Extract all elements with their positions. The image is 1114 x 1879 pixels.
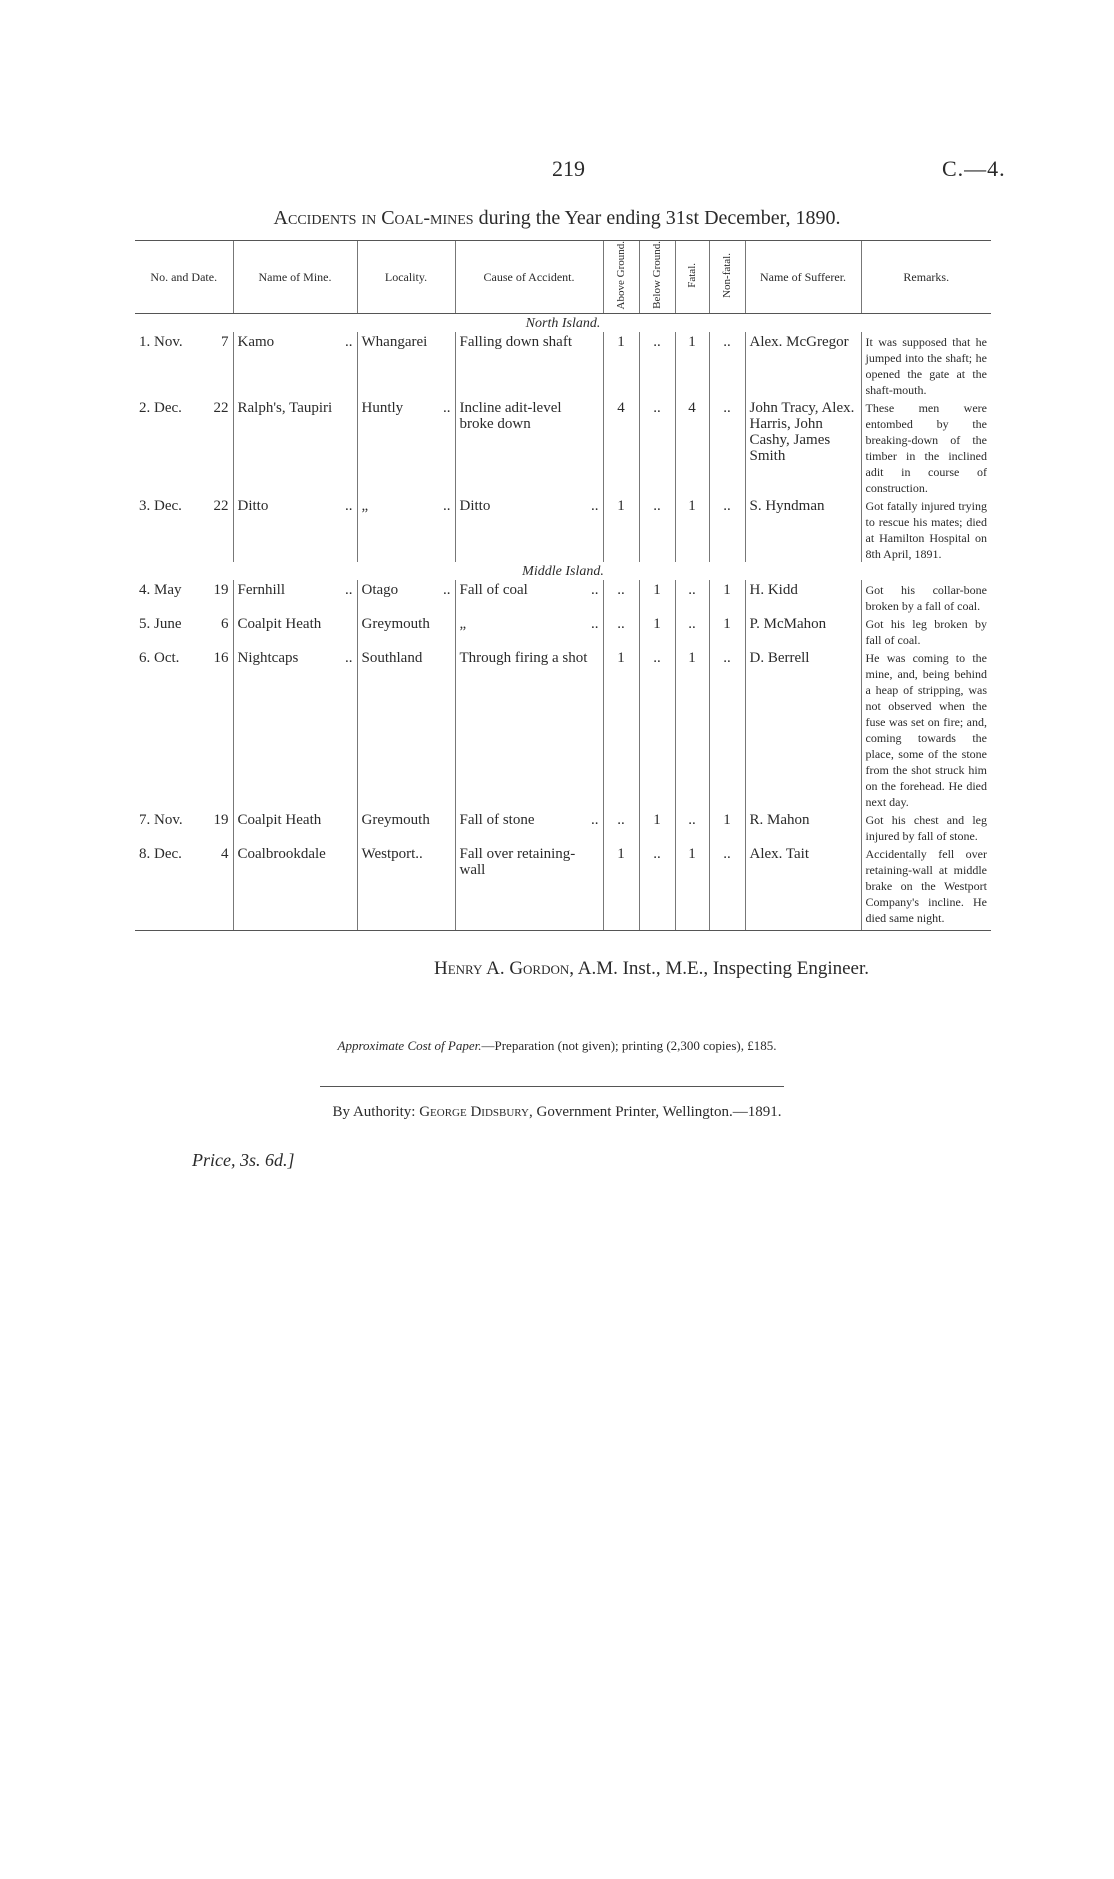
entry-day: 22 <box>213 400 229 417</box>
cell-above: 1 <box>603 496 639 562</box>
locality-name: „ <box>361 498 369 515</box>
column-header-above-label: Above Ground. <box>615 241 627 310</box>
cell-locality <box>357 496 455 562</box>
cell-fatal: 4 <box>675 398 709 496</box>
entry-number: 7. Nov. <box>139 812 183 829</box>
cell-sufferer: Alex. McGregor <box>745 332 861 398</box>
page-title <box>0 207 1114 230</box>
table-row <box>135 810 991 844</box>
column-header-sufferer: Name of Sufferer. <box>745 241 861 314</box>
cell-locality <box>357 810 455 844</box>
cell-mine <box>233 648 357 810</box>
mine-name: Coalbrookdale <box>237 846 326 863</box>
column-header-mine: Name of Mine. <box>233 241 357 314</box>
leader-dots: .. <box>591 498 599 515</box>
cell-remarks: Accidentally fell over retaining-wall at middle brake on the Westport Company's incline. He died same night. <box>861 844 991 931</box>
cell-mine <box>233 614 357 648</box>
cell-no-date <box>135 332 233 398</box>
table-row <box>135 614 991 648</box>
leader-dots: .. <box>443 582 451 599</box>
locality-name: Westport.. <box>361 846 423 863</box>
entry-number: 5. June <box>139 616 182 633</box>
cell-fatal: .. <box>675 580 709 614</box>
cell-nonfatal: 1 <box>709 810 745 844</box>
cell-mine <box>233 398 357 496</box>
locality-name: Greymouth <box>361 812 430 829</box>
leader-dots: .. <box>443 498 451 515</box>
price: Price, 3s. 6d.] <box>192 1150 295 1170</box>
entry-number: 3. Dec. <box>139 498 182 515</box>
cell-cause <box>455 496 603 562</box>
cell-cause <box>455 398 603 496</box>
printer-authority <box>0 1104 1114 1121</box>
cell-above: .. <box>603 614 639 648</box>
cell-below: .. <box>639 844 675 931</box>
cell-locality <box>357 332 455 398</box>
entry-number: 6. Oct. <box>139 650 180 667</box>
cause-text: Fall of stone <box>459 812 535 829</box>
signature <box>434 958 869 980</box>
cell-below: .. <box>639 648 675 810</box>
authority-prefix: By Authority: <box>332 1104 420 1120</box>
cell-no-date <box>135 844 233 931</box>
cell-no-date <box>135 496 233 562</box>
cell-sufferer: P. McMahon <box>745 614 861 648</box>
cell-above: .. <box>603 810 639 844</box>
cost-note <box>0 1038 1114 1054</box>
cell-below: 1 <box>639 580 675 614</box>
mine-name: Ralph's, Taupiri <box>237 400 333 417</box>
authority-suffix: , Government Printer, Wellington.—1891. <box>528 1104 782 1120</box>
accidents-table <box>135 240 991 931</box>
entry-day: 6 <box>221 616 229 633</box>
cell-fatal: 1 <box>675 496 709 562</box>
mine-name: Ditto <box>237 498 269 515</box>
cell-cause <box>455 844 603 931</box>
cell-below: .. <box>639 332 675 398</box>
entry-day: 19 <box>213 812 229 829</box>
leader-dots: .. <box>345 582 353 599</box>
entry-day: 22 <box>213 498 229 515</box>
cell-remarks: Got his collar-bone broken by a fall of coal. <box>861 580 991 614</box>
cell-cause <box>455 614 603 648</box>
cell-sufferer: John Tracy, Alex. Harris, John Cashy, James Smith <box>745 398 861 496</box>
cell-remarks: Got his chest and leg injured by fall of stone. <box>861 810 991 844</box>
cell-sufferer: S. Hyndman <box>745 496 861 562</box>
entry-day: 7 <box>221 334 229 351</box>
entry-day: 16 <box>213 650 229 667</box>
cell-nonfatal: 1 <box>709 614 745 648</box>
cell-above: .. <box>603 580 639 614</box>
column-header-nonfatal-label: Non-fatal. <box>721 252 733 298</box>
locality-name: Whangarei <box>361 334 428 351</box>
page-number: 219 <box>552 156 585 181</box>
cell-remarks: These men were entombed by the breaking-down of the timber in the inclined adit in course of construction. <box>861 398 991 496</box>
cell-above: 1 <box>603 844 639 931</box>
leader-dots: .. <box>345 650 353 667</box>
cell-sufferer: H. Kidd <box>745 580 861 614</box>
cell-mine <box>233 844 357 931</box>
cell-remarks: He was coming to the mine, and, being behind a heap of stripping, was not observed when the fuse was set on fire; and, coming towards the place, some of the stone from the shot struck him on the forehead. He died next day. <box>861 648 991 810</box>
cell-remarks: Got his leg broken by fall of coal. <box>861 614 991 648</box>
cell-mine <box>233 810 357 844</box>
title-part: Accidents <box>273 207 357 229</box>
column-header-remarks: Remarks. <box>861 241 991 314</box>
leader-dots: .. <box>345 334 353 351</box>
cell-above: 1 <box>603 332 639 398</box>
cause-text: Fall over retaining-wall <box>459 846 576 879</box>
divider <box>320 1086 784 1087</box>
cell-cause <box>455 648 603 810</box>
cause-text: Ditto <box>459 498 491 515</box>
column-header-above <box>603 241 639 314</box>
mine-name: Fernhill <box>237 582 285 599</box>
mine-name: Coalpit Heath <box>237 616 322 633</box>
cell-nonfatal: .. <box>709 844 745 931</box>
cell-fatal: 1 <box>675 844 709 931</box>
column-header-fatal-label: Fatal. <box>686 262 698 288</box>
table-row <box>135 580 991 614</box>
cell-locality <box>357 580 455 614</box>
cell-no-date <box>135 648 233 810</box>
section-heading-north: North Island. <box>525 316 601 332</box>
cell-no-date <box>135 580 233 614</box>
cell-below: 1 <box>639 614 675 648</box>
cell-below: 1 <box>639 810 675 844</box>
cell-locality <box>357 614 455 648</box>
cell-no-date <box>135 614 233 648</box>
table-header-row <box>135 241 991 314</box>
leader-dots: .. <box>591 616 599 633</box>
locality-name: Huntly <box>361 400 404 417</box>
cell-sufferer: Alex. Tait <box>745 844 861 931</box>
title-part: in <box>356 207 382 229</box>
title-part: Coal-mines <box>381 207 474 229</box>
entry-number: 4. May <box>139 582 182 599</box>
entry-number: 2. Dec. <box>139 400 182 417</box>
cell-nonfatal: .. <box>709 648 745 810</box>
cell-nonfatal: .. <box>709 332 745 398</box>
locality-name: Otago <box>361 582 399 599</box>
cause-text: Fall of coal <box>459 582 528 599</box>
cell-nonfatal: .. <box>709 496 745 562</box>
table-row <box>135 648 991 810</box>
entry-number: 8. Dec. <box>139 846 182 863</box>
cost-label: Approximate Cost of Paper. <box>337 1038 482 1053</box>
cell-fatal: .. <box>675 614 709 648</box>
signature-title: , A.M. Inst., M.E., Inspecting Engineer. <box>569 958 870 979</box>
cause-text: Through firing a shot <box>459 650 588 667</box>
locality-name: Southland <box>361 650 423 667</box>
cell-locality <box>357 844 455 931</box>
cell-nonfatal: 1 <box>709 580 745 614</box>
entry-day: 4 <box>221 846 229 863</box>
section-row <box>135 314 991 333</box>
cause-text: Incline adit-level broke down <box>459 400 562 433</box>
leader-dots: .. <box>443 400 451 417</box>
cell-fatal: 1 <box>675 332 709 398</box>
cell-no-date <box>135 398 233 496</box>
leader-dots: .. <box>345 498 353 515</box>
cell-nonfatal: .. <box>709 398 745 496</box>
table-row <box>135 496 991 562</box>
cell-below: .. <box>639 496 675 562</box>
cell-mine <box>233 580 357 614</box>
column-header-below <box>639 241 675 314</box>
mine-name: Nightcaps <box>237 650 299 667</box>
column-header-fatal <box>675 241 709 314</box>
cell-locality <box>357 648 455 810</box>
cell-below: .. <box>639 398 675 496</box>
table-row <box>135 398 991 496</box>
cause-text: „ <box>459 616 467 633</box>
section-row <box>135 562 991 580</box>
cell-above: 1 <box>603 648 639 810</box>
cell-remarks: Got fatally injured trying to rescue his mates; died at Hamilton Hospital on 8th April, 1891. <box>861 496 991 562</box>
cost-text: —Preparation (not given); printing (2,300 copies), £185. <box>481 1038 777 1053</box>
table-row <box>135 844 991 931</box>
cell-cause <box>455 332 603 398</box>
cell-mine <box>233 332 357 398</box>
cell-above: 4 <box>603 398 639 496</box>
cell-sufferer: R. Mahon <box>745 810 861 844</box>
column-header-locality: Locality. <box>357 241 455 314</box>
document-code: C.—4. <box>942 156 1006 181</box>
table-row <box>135 332 991 398</box>
title-part: during the Year ending 31st December, 1890. <box>473 207 841 229</box>
cell-no-date <box>135 810 233 844</box>
entry-day: 19 <box>213 582 229 599</box>
cell-fatal: .. <box>675 810 709 844</box>
cell-locality <box>357 398 455 496</box>
entry-number: 1. Nov. <box>139 334 183 351</box>
cell-remarks: It was supposed that he jumped into the shaft; he opened the gate at the shaft-mouth. <box>861 332 991 398</box>
locality-name: Greymouth <box>361 616 430 633</box>
cell-cause <box>455 580 603 614</box>
mine-name: Kamo <box>237 334 275 351</box>
column-header-cause: Cause of Accident. <box>455 241 603 314</box>
cause-text: Falling down shaft <box>459 334 572 351</box>
signature-name: Henry A. Gordon <box>434 958 570 979</box>
leader-dots: .. <box>591 582 599 599</box>
leader-dots: .. <box>591 812 599 829</box>
section-heading-middle: Middle Island. <box>522 564 604 580</box>
cell-cause <box>455 810 603 844</box>
cell-fatal: 1 <box>675 648 709 810</box>
column-header-below-label: Below Ground. <box>651 241 663 310</box>
cell-mine <box>233 496 357 562</box>
printer-name: George Didsbury <box>419 1104 529 1120</box>
column-header-no-date: No. and Date. <box>135 241 233 314</box>
column-header-nonfatal <box>709 241 745 314</box>
cell-sufferer: D. Berrell <box>745 648 861 810</box>
mine-name: Coalpit Heath <box>237 812 322 829</box>
